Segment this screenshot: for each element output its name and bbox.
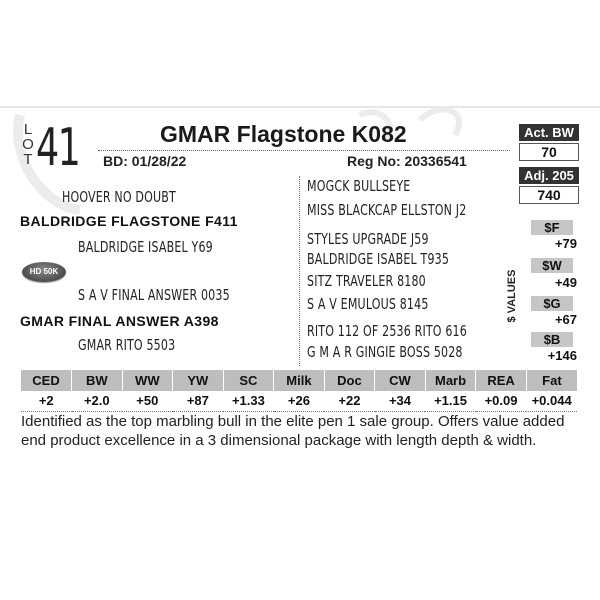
dollar-g-label: $G <box>531 296 573 311</box>
pedigree-right-entry: MISS BLACKCAP ELLSTON J2 <box>307 201 467 219</box>
dollar-values-text: $ VALUES <box>506 269 518 323</box>
epd-header-fat: Fat <box>526 370 577 391</box>
pedigree-divider <box>299 176 300 366</box>
pedigree-right-entry: STYLES UPGRADE J59 <box>307 230 429 248</box>
dollar-g-value: +67 <box>554 312 577 327</box>
act-bw-label: Act. BW <box>519 124 579 141</box>
lot-letter: O <box>22 136 34 153</box>
epd-header-doc: Doc <box>324 370 375 391</box>
dollar-w-value: +49 <box>554 275 577 290</box>
epd-value-milk: +26 <box>274 391 325 411</box>
registration-number: Reg No: 20336541 <box>347 153 467 169</box>
adj-205-value: 740 <box>519 186 579 204</box>
epd-header-ced: CED <box>21 370 72 391</box>
epd-value-doc: +22 <box>324 391 375 411</box>
pedigree-right-entry: MOGCK BULLSEYE <box>307 177 411 195</box>
pedigree-sire: BALDRIDGE FLAGSTONE F411 <box>20 213 238 229</box>
epd-value-row <box>21 391 577 411</box>
pedigree-sire-dam: BALDRIDGE ISABEL Y69 <box>78 238 213 256</box>
pedigree-right-entry: BALDRIDGE ISABEL T935 <box>307 250 450 268</box>
pedigree-dam-sire: S A V FINAL ANSWER 0035 <box>78 286 230 304</box>
epd-value-sc: +1.33 <box>223 391 274 411</box>
lot-description: Identified as the top marbling bull in the elite pen 1 sale group. Offers value added end product excellence in a 3 dimensional package with length depth & width. <box>21 413 565 449</box>
adj-205-label: Adj. 205 <box>519 167 579 184</box>
lot-letter: T <box>23 151 33 168</box>
pedigree-right-entry: SITZ TRAVELER 8180 <box>307 272 426 290</box>
dollar-values-label <box>505 262 519 332</box>
pedigree-right-entry: G M A R GINGIE BOSS 5028 <box>307 343 463 361</box>
dollar-f-value: +79 <box>554 236 577 251</box>
epd-header-marb: Marb <box>425 370 476 391</box>
epd-value-bw: +2.0 <box>72 391 123 411</box>
pedigree-sire-sire: HOOVER NO DOUBT <box>62 188 176 206</box>
lot-number: 41 <box>36 118 80 178</box>
dollar-b-value: +146 <box>547 348 577 363</box>
dollar-b-label: $B <box>531 332 573 347</box>
epd-value-cw: +34 <box>375 391 426 411</box>
epd-table <box>21 370 577 412</box>
epd-header-milk: Milk <box>274 370 325 391</box>
epd-header-yw: YW <box>173 370 224 391</box>
dollar-f-label: $F <box>531 220 573 235</box>
pedigree-dam: GMAR FINAL ANSWER A398 <box>20 313 219 329</box>
hd50k-badge: HD 50K <box>22 262 66 282</box>
animal-name: GMAR Flagstone K082 <box>160 121 407 147</box>
epd-header-bw: BW <box>72 370 123 391</box>
pedigree-dam-dam: GMAR RITO 5503 <box>78 336 176 354</box>
epd-value-ww: +50 <box>122 391 173 411</box>
epd-value-yw: +87 <box>173 391 224 411</box>
dollar-w-label: $W <box>531 258 573 273</box>
lot-letter: L <box>23 121 33 138</box>
epd-header-row <box>21 370 577 391</box>
epd-header-cw: CW <box>375 370 426 391</box>
pedigree-right-entry: S A V EMULOUS 8145 <box>307 295 429 313</box>
act-bw-value: 70 <box>519 143 579 161</box>
epd-value-ced: +2 <box>21 391 72 411</box>
epd-value-rea: +0.09 <box>476 391 527 411</box>
epd-header-ww: WW <box>122 370 173 391</box>
epd-header-rea: REA <box>476 370 527 391</box>
epd-value-marb: +1.15 <box>425 391 476 411</box>
epd-header-sc: SC <box>223 370 274 391</box>
birth-date: BD: 01/28/22 <box>103 153 187 169</box>
epd-value-fat: +0.044 <box>526 391 577 411</box>
pedigree-right-entry: RITO 112 OF 2536 RITO 616 <box>307 322 467 340</box>
title-divider <box>98 150 510 151</box>
lot-label <box>20 122 36 167</box>
